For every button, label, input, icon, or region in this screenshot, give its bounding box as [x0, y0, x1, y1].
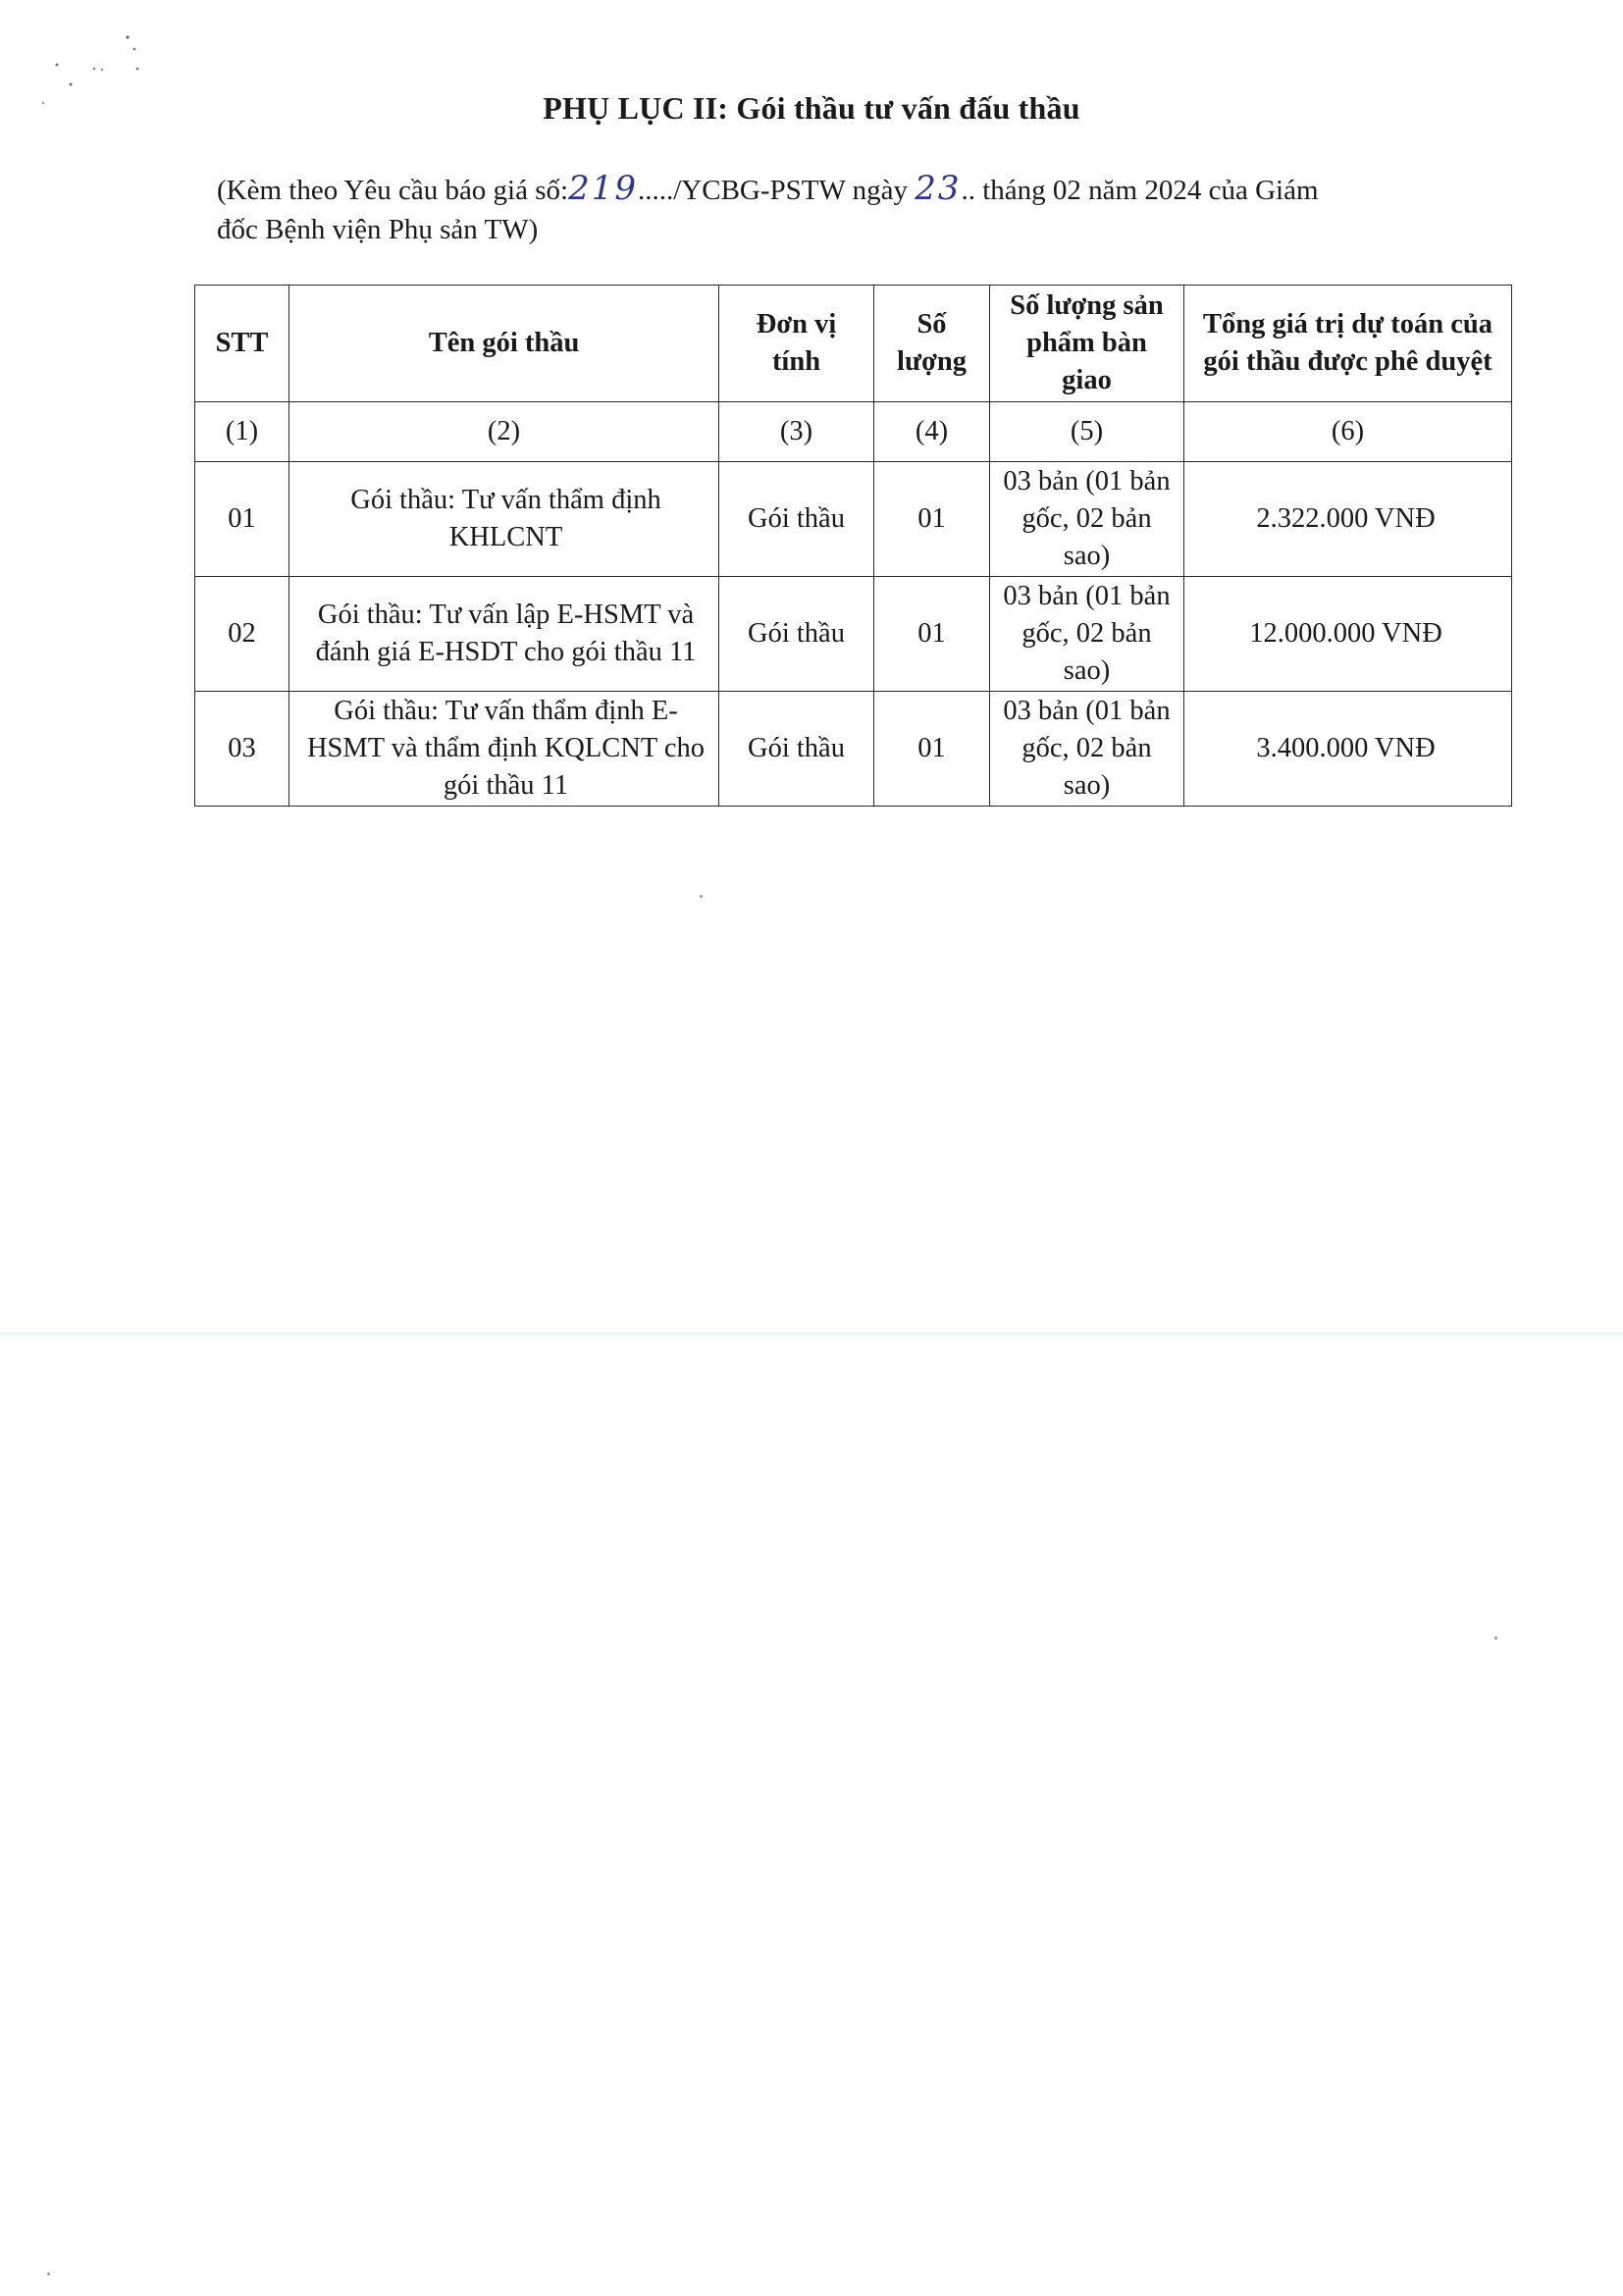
column-number: (5): [990, 402, 1184, 462]
table-row: [195, 692, 1512, 807]
cell-total-value: 3.400.000 VNĐ: [1184, 692, 1512, 807]
subtitle-line2: đốc Bệnh viện Phụ sản TW): [217, 214, 539, 245]
header-quantity: Số lượng: [874, 286, 990, 402]
cell-total-value: 12.000.000 VNĐ: [1184, 577, 1512, 692]
column-number: (3): [719, 402, 874, 462]
table-header-row: [195, 286, 1512, 402]
header-total-value: Tổng giá trị dự toán của gói thầu được phê duyệt: [1184, 286, 1512, 402]
subtitle-middle: ...../YCBG-PSTW ngày: [638, 175, 908, 206]
scan-speck: [47, 2272, 50, 2275]
header-package-name: Tên gói thầu: [289, 286, 719, 402]
cell-deliverables: 03 bản (01 bản gốc, 02 bản sao): [990, 577, 1184, 692]
page-title: PHỤ LỤC II: Gói thầu tư vấn đấu thầu: [543, 90, 1080, 126]
header-unit: Đơn vị tính: [719, 286, 874, 402]
header-stt: STT: [195, 286, 289, 402]
bid-package-table: [194, 285, 1512, 807]
subtitle-suffix: .. tháng 02 năm 2024 của Giám: [961, 175, 1319, 206]
handwritten-day: 23: [915, 169, 962, 208]
cell-deliverables: 03 bản (01 bản gốc, 02 bản sao): [990, 462, 1184, 577]
table-row: [195, 462, 1512, 577]
cell-unit: Gói thầu: [719, 692, 874, 807]
subtitle: [217, 169, 1492, 249]
scan-speck: [700, 895, 703, 898]
cell-stt: 01: [195, 462, 289, 577]
column-number: (6): [1184, 402, 1512, 462]
cell-unit: Gói thầu: [719, 462, 874, 577]
cell-deliverables: 03 bản (01 bản gốc, 02 bản sao): [990, 692, 1184, 807]
cell-package-name: Gói thầu: Tư vấn lập E-HSMT và đánh giá E-HSDT cho gói thầu 11: [289, 577, 719, 692]
column-number: (4): [874, 402, 990, 462]
cell-stt: 03: [195, 692, 289, 807]
cell-total-value: 2.322.000 VNĐ: [1184, 462, 1512, 577]
cell-unit: Gói thầu: [719, 577, 874, 692]
scan-artifact-line: [0, 1332, 1623, 1335]
cell-package-name: Gói thầu: Tư vấn thẩm định KHLCNT: [289, 462, 719, 577]
cell-package-name: Gói thầu: Tư vấn thẩm định E-HSMT và thẩm định KQLCNT cho gói thầu 11: [289, 692, 719, 807]
cell-quantity: 01: [874, 462, 990, 577]
column-number: (2): [289, 402, 719, 462]
handwritten-document-number: 219: [568, 169, 638, 208]
cell-stt: 02: [195, 577, 289, 692]
column-number-row: [195, 402, 1512, 462]
header-deliverables: Số lượng sản phẩm bàn giao: [990, 286, 1184, 402]
scan-speck: [1494, 1637, 1497, 1640]
cell-quantity: 01: [874, 577, 990, 692]
subtitle-prefix: (Kèm theo Yêu cầu báo giá số:: [217, 175, 569, 206]
table-row: [195, 577, 1512, 692]
column-number: (1): [195, 402, 289, 462]
cell-quantity: 01: [874, 692, 990, 807]
